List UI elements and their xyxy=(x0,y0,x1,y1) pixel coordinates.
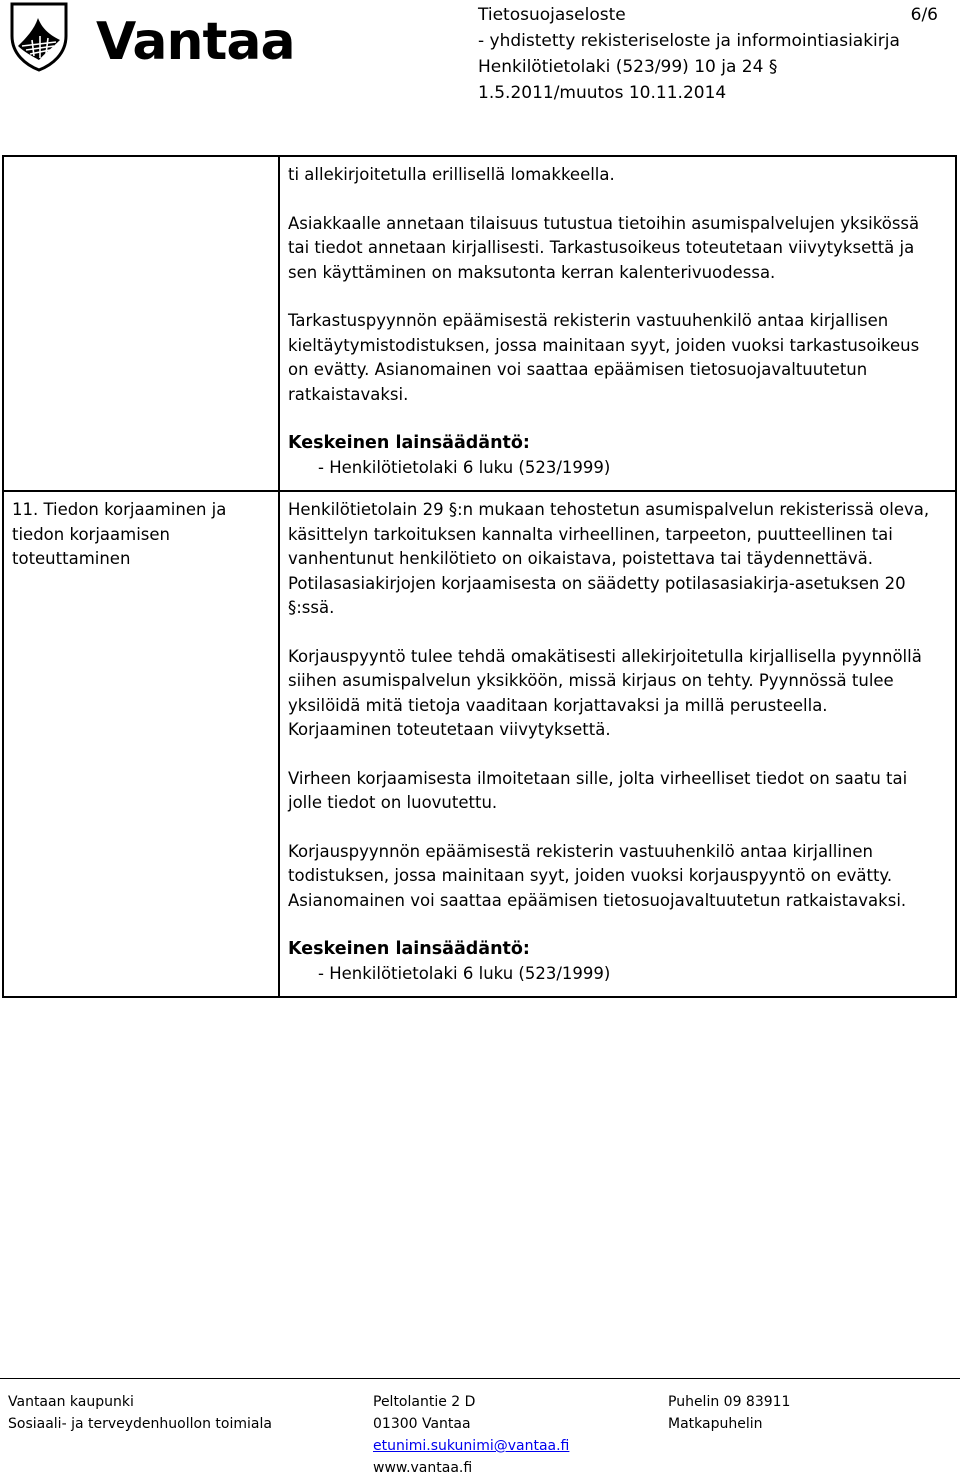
footer-mobile: Matkapuhelin xyxy=(668,1416,763,1432)
page-number: 6/6 xyxy=(910,5,938,25)
paragraph: Tarkastuspyynnön epäämisestä rekisterin vastuuhenkilö antaa kirjallisen kieltäytymistodistuksen, jossa mainitaan syyt, joiden vuoksi tarkastusoikeus on evätty. Asianomainen voi saattaa epäämisen tietosuojavaltuutetun ratkaistavaksi. xyxy=(288,311,920,404)
row-content-cell xyxy=(279,491,956,997)
doc-title: Tietosuojaseloste xyxy=(478,5,626,25)
coat-of-arms-icon xyxy=(8,2,70,72)
doc-subtitle: - yhdistetty rekisteriseloste ja informointiasiakirja xyxy=(478,31,900,51)
doc-law-reference: Henkilötietolaki (523/99) 10 ja 24 § xyxy=(478,57,778,77)
table-row xyxy=(3,156,956,491)
section-label: 11. Tiedon korjaaminen ja tiedon korjaamisen toteuttaminen xyxy=(12,500,227,568)
footer-org-name: Vantaan kaupunki xyxy=(8,1394,134,1410)
law-item: - Henkilötietolaki 6 luku (523/1999) xyxy=(318,457,611,477)
paragraph: Henkilötietolain 29 §:n mukaan tehostetun asumispalvelun rekisterissä oleva, käsittelyn tarkoituksen kannalta virheellinen, tarpeeton, puutteellinen tai vanhentunut henkilötieto on oikaistava, poistettava tai täydennettävä. Potilasasiakirjojen korjaamisesta on säädetty potilasasiakirja-asetuksen 20 §:ssä. xyxy=(288,500,930,617)
law-heading: Keskeinen lainsäädäntö: xyxy=(288,939,530,959)
document-header xyxy=(478,2,940,106)
brand-name: Vantaa xyxy=(96,12,295,72)
paragraph: Korjauspyynnön epäämisestä rekisterin vastuuhenkilö antaa kirjallinen todistuksen, jossa mainitaan syyt, joiden vuoksi korjauspyyntö on evätty. Asianomainen voi saattaa epäämisen tietosuojavaltuutetun ratkaistavaksi. xyxy=(288,841,907,910)
paragraph: Korjauspyyntö tulee tehdä omakätisesti allekirjoitetulla kirjallisella pyynnöllä siihen asumispalvelun yksikköön, missä kirjaus on tehty. Pyynnössä tulee yksilöidä mitä tietoja vaaditaan korjattavaksi ja millä perusteella. Korjaaminen toteutetaan viivytyksettä. xyxy=(288,646,922,739)
footer-street: Peltolantie 2 D xyxy=(373,1394,476,1410)
register-table xyxy=(2,155,957,998)
footer-phone: Puhelin 09 83911 xyxy=(668,1394,791,1410)
footer-website: www.vantaa.fi xyxy=(373,1460,473,1476)
law-heading: Keskeinen lainsäädäntö: xyxy=(288,433,530,453)
row-label-cell xyxy=(3,491,279,997)
email-link[interactable]: etunimi.sukunimi@vantaa.fi xyxy=(373,1438,570,1454)
footer-organization xyxy=(8,1391,272,1435)
vantaa-logo xyxy=(8,2,298,78)
row-content-cell xyxy=(279,156,956,491)
footer-contact xyxy=(668,1391,790,1435)
paragraph: Virheen korjaamisesta ilmoitetaan sille, jolta virheelliset tiedot on saatu tai jolle tiedot on luovutettu. xyxy=(288,768,908,812)
doc-date: 1.5.2011/muutos 10.11.2014 xyxy=(478,83,727,103)
footer-divider xyxy=(0,1378,960,1379)
footer-postal: 01300 Vantaa xyxy=(373,1416,471,1432)
paragraph: ti allekirjoitetulla erillisellä lomakkeella. xyxy=(288,165,615,184)
row-label-cell xyxy=(3,156,279,491)
paragraph: Asiakkaalle annetaan tilaisuus tutustua tietoihin asumispalvelujen yksikössä tai tiedot annetaan kirjallisesti. Tarkastusoikeus toteutetaan viivytyksettä ja sen käyttäminen on maksutonta kerran kalenterivuodessa. xyxy=(288,213,920,282)
footer-address xyxy=(373,1391,569,1479)
law-item: - Henkilötietolaki 6 luku (523/1999) xyxy=(318,963,611,983)
footer-department: Sosiaali- ja terveydenhuollon toimiala xyxy=(8,1416,272,1432)
table-row xyxy=(3,491,956,997)
